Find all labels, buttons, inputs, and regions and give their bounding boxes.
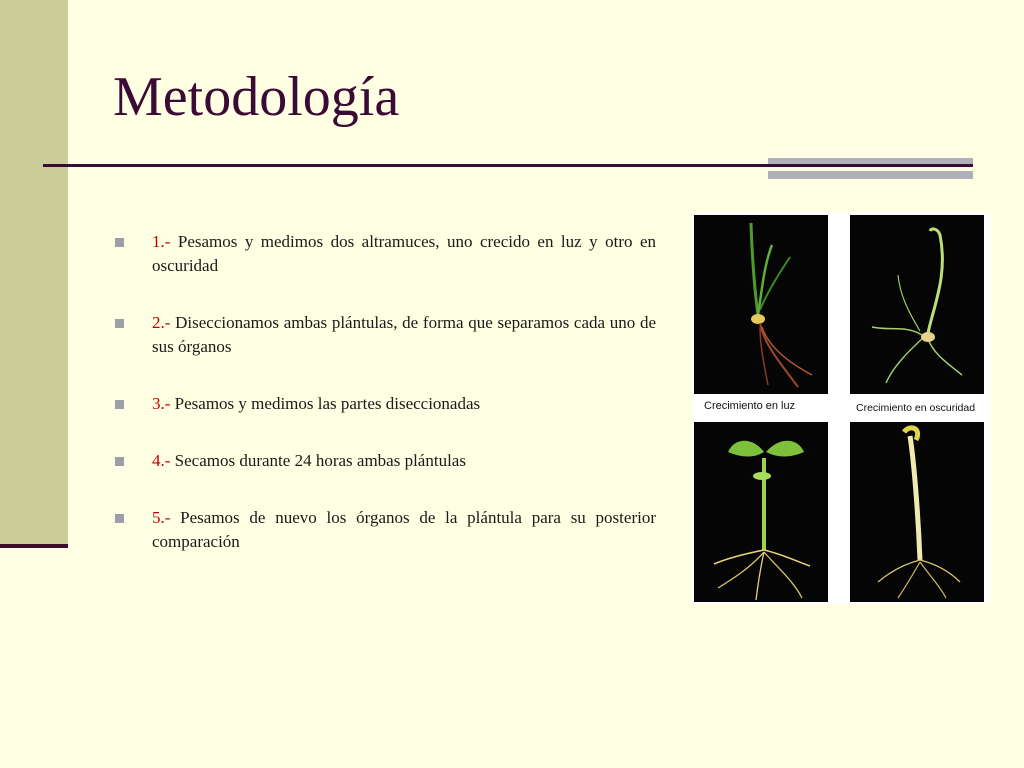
bullet-square-icon — [115, 319, 124, 328]
seedling-figure — [692, 212, 990, 604]
seedling-dark-early-image — [850, 215, 984, 394]
step-number: 1.- — [152, 232, 171, 251]
caption-light: Crecimiento en luz — [704, 400, 796, 412]
steps-list — [112, 230, 656, 587]
bullet-square-icon — [115, 400, 124, 409]
slide-title: Metodología — [113, 66, 400, 128]
step-text: Pesamos y medimos las partes diseccionadas — [170, 394, 481, 413]
left-accent-line — [0, 544, 68, 548]
step-item — [112, 506, 656, 554]
step-text: Pesamos de nuevo los órganos de la plántula para su posterior comparación — [152, 508, 656, 551]
step-text: Secamos durante 24 horas ambas plántulas — [170, 451, 466, 470]
step-number: 5.- — [152, 508, 171, 527]
photo-light-seedling-late — [694, 422, 828, 602]
title-rule-accent — [768, 158, 973, 178]
bullet-square-icon — [115, 457, 124, 466]
step-text: Diseccionamos ambas plántulas, de forma que separamos cada uno de sus órganos — [152, 313, 656, 356]
seedling-dark-late-image — [850, 422, 984, 602]
step-text: Pesamos y medimos dos altramuces, uno crecido en luz y otro en oscuridad — [152, 232, 656, 275]
seedling-light-late-image — [694, 422, 828, 602]
step-number: 2.- — [152, 313, 171, 332]
step-number: 3.- — [152, 394, 171, 413]
step-item — [112, 449, 656, 473]
step-item — [112, 392, 656, 416]
photo-dark-seedling-late — [850, 422, 984, 602]
step-item — [112, 230, 656, 278]
caption-dark: Crecimiento en oscuridad — [856, 402, 976, 414]
photo-light-seedling-early — [694, 215, 828, 394]
step-number: 4.- — [152, 451, 171, 470]
bullet-square-icon — [115, 238, 124, 247]
left-accent-bar — [0, 0, 68, 548]
photo-dark-seedling-early — [850, 215, 984, 394]
seedling-light-early-image — [694, 215, 828, 394]
step-item — [112, 311, 656, 359]
bullet-square-icon — [115, 514, 124, 523]
